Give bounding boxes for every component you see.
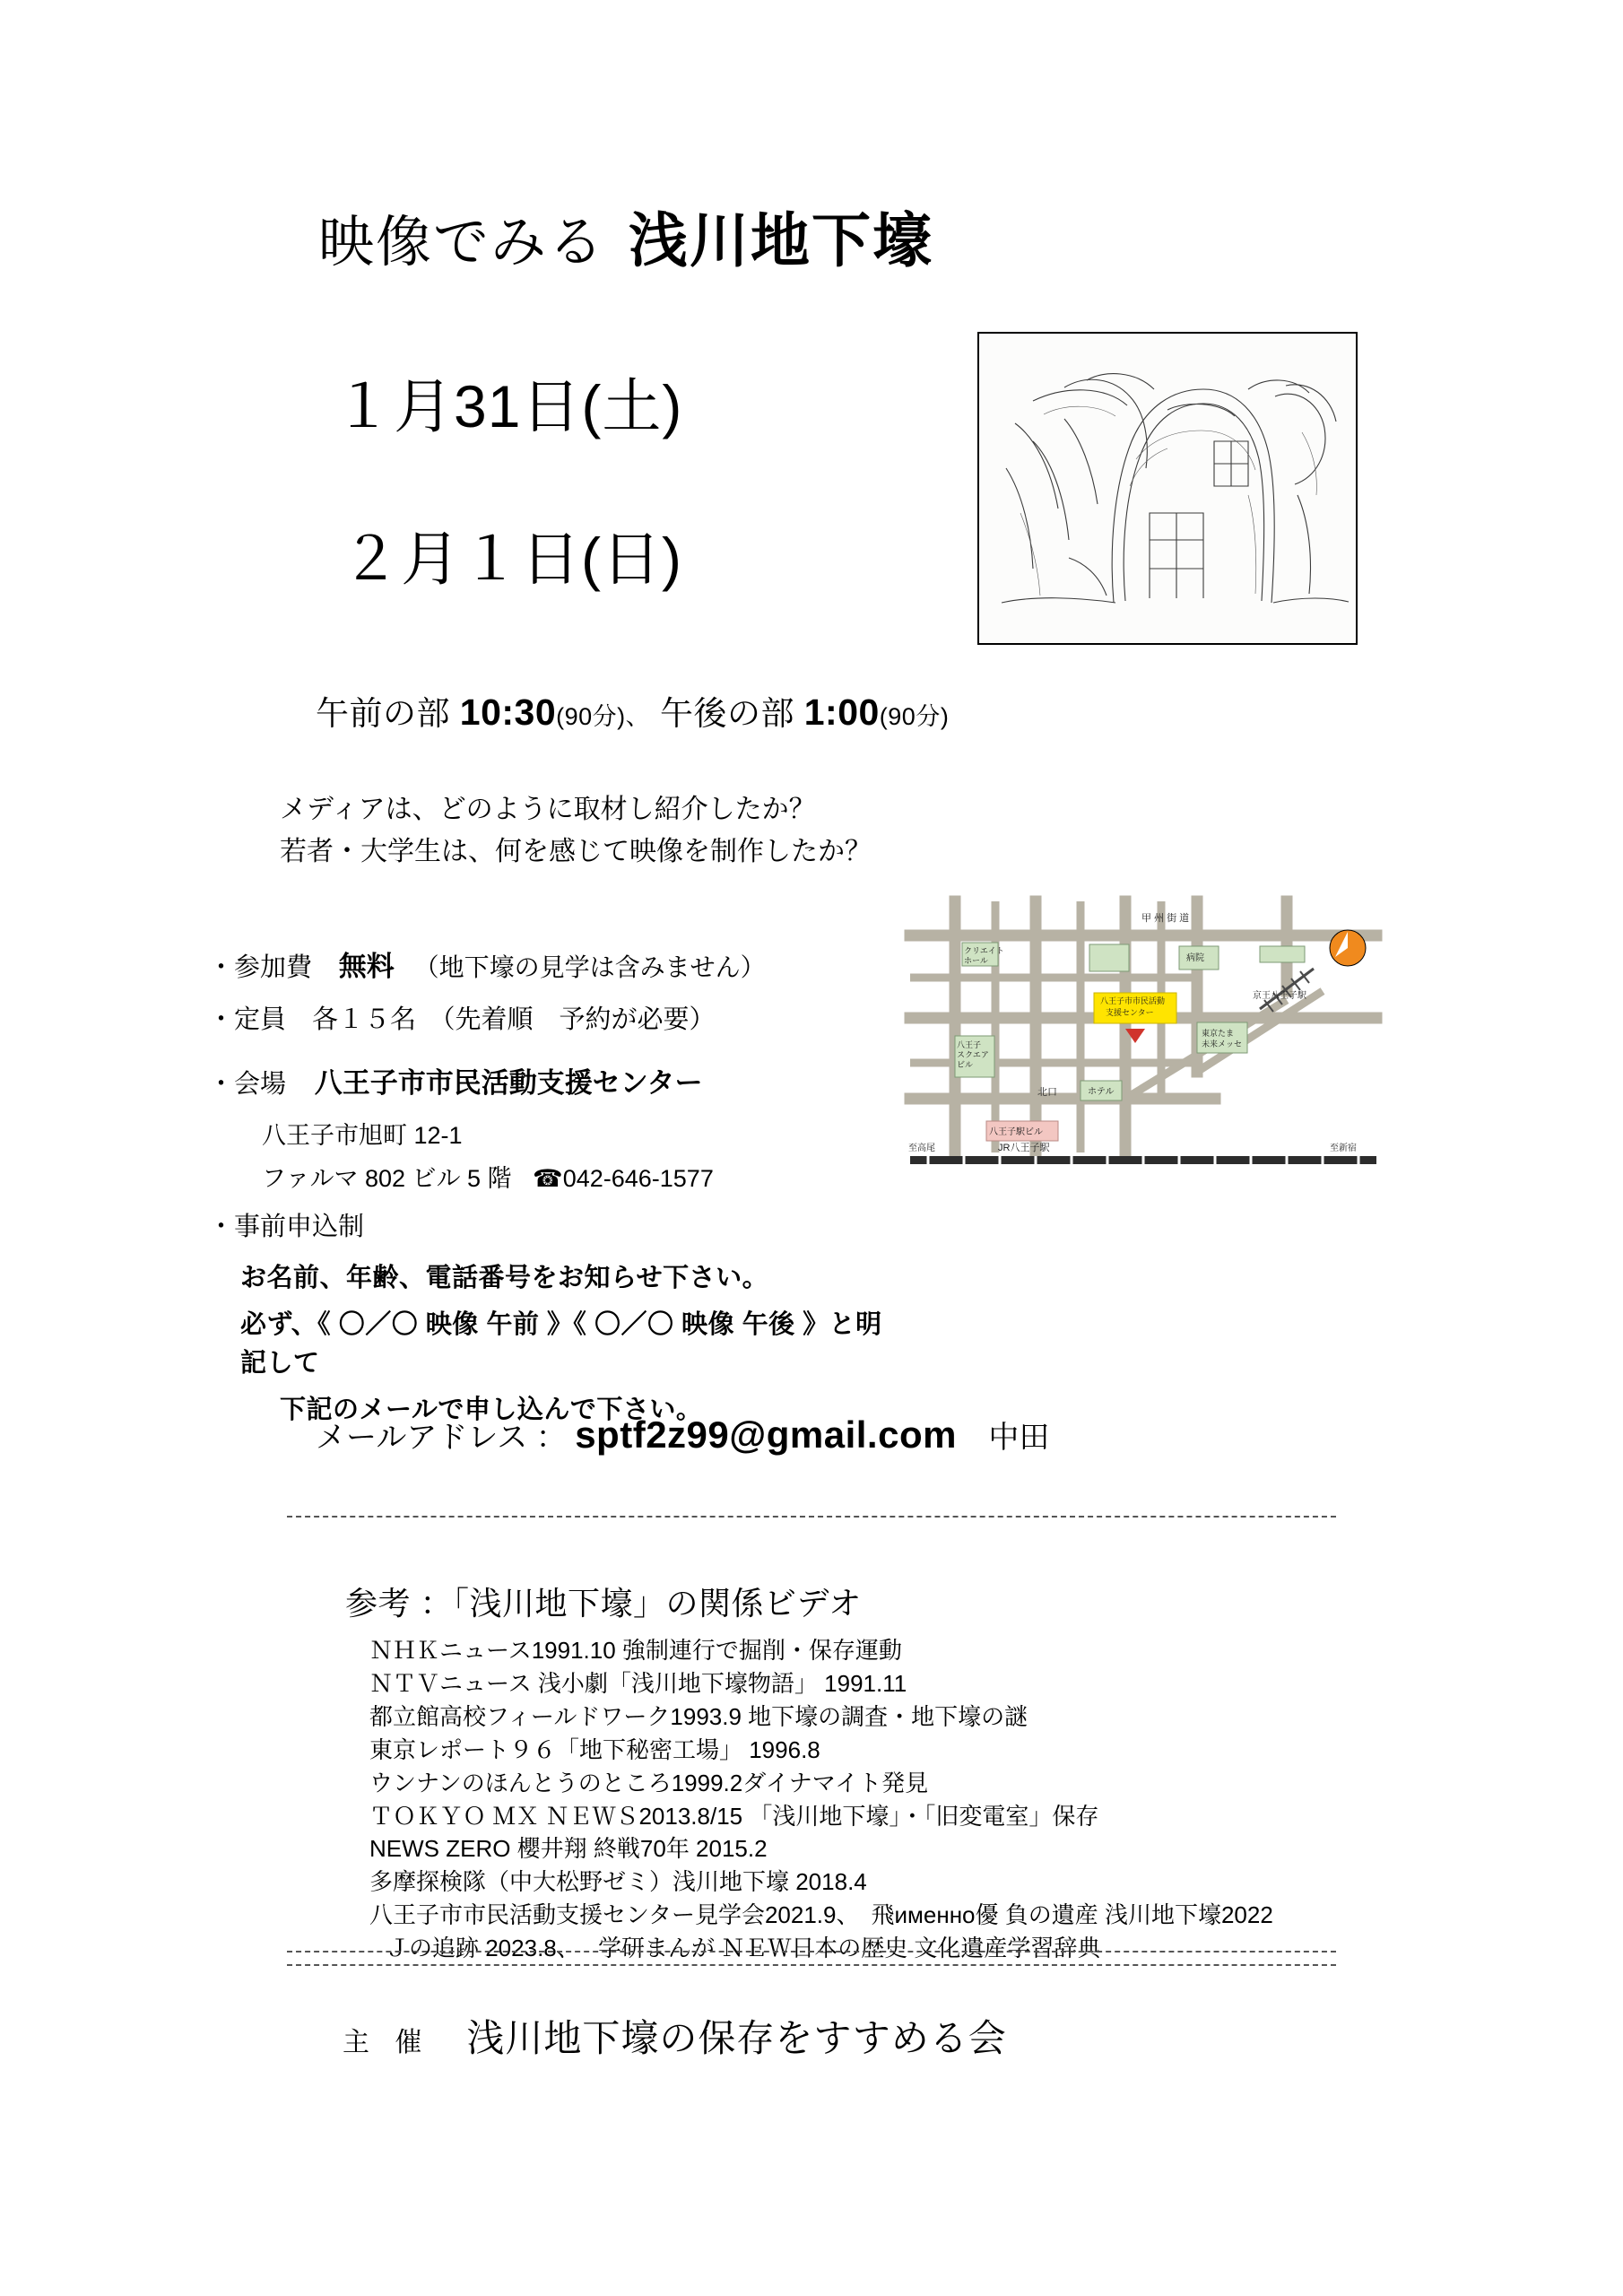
list-item: NEWS ZERO 櫻井翔 終戦70年 2015.2 [369,1835,768,1863]
organizer-name: 浅川地下壕の保存をすすめる会 [466,2017,1007,2059]
svg-text:クリエイト: クリエイト [964,946,1004,955]
list-item: ウンナンのほんとうのところ1999.2ダイナマイト発見 [369,1769,929,1796]
list-item: ＴＯＫＹＯ ＭＸ ＮＥＷＳ2013.8/15 「浅川地下壕」・「旧変電室」保存 [369,1802,1099,1830]
svg-text:至新宿: 至新宿 [1330,1144,1357,1153]
morning-label: 午前の部 [316,695,450,732]
list-item: 八王子市市民活動支援センター見学会2021.9、 飛именно優 負の遺産 浅川地下壕2022 [369,1901,1273,1929]
event-date-2: ２月１日(日) [341,526,682,592]
svg-text:八王子駅ビル: 八王子駅ビル [989,1127,1043,1137]
svg-text:未来メッセ: 未来メッセ [1202,1039,1243,1048]
apply-label: ・事前申込制 [208,1212,365,1241]
list-item: Ｊの追跡 2023.8、 学研まんが ＮＥＷ日本の歴史 文化遺産学習辞典 [386,1935,1101,1962]
email-line [316,1413,1049,1457]
venue-address-2 [262,1161,890,1197]
apply-row [208,1208,890,1248]
event-details [208,946,890,1430]
venue-address-2-text: ファルマ 802 ビル 5 階 [262,1165,512,1192]
list-item: 東京レポート９６「地下秘密工場」 1996.8 [369,1735,820,1763]
list-item: 多摩探検隊（中大松野ゼミ）浅川地下壕 2018.4 [369,1868,867,1896]
svg-text:スクエア: スクエア [957,1050,989,1059]
venue-phone: 042-646-1577 [562,1165,714,1192]
session-times [316,686,949,735]
apply-note-2: 必ず、《 〇／〇 映像 午前 》《 〇／〇 映像 午後 》と明記して [240,1309,882,1378]
email-label: メールアドレス ： [316,1421,567,1455]
svg-text:八王子市市民活動: 八王子市市民活動 [1100,996,1166,1005]
venue-name: 八王子市市民活動支援センター [314,1067,703,1099]
fee-row [208,946,890,988]
reference-list [369,1634,1273,1965]
svg-text:東京たま: 東京たま [1202,1029,1235,1038]
tunnel-sketch-image [977,332,1358,645]
svg-text:八王子: 八王子 [957,1040,982,1049]
fee-value: 無料 [338,951,395,982]
page-title [318,193,933,278]
fee-label: ・参加費 [208,953,313,982]
apply-note-1: お名前、年齢、電話番号をお知らせ下さい。 [240,1264,769,1292]
list-item: ＮＴＶニュース 浅小劇「浅川地下壕物語」 1991.11 [369,1669,907,1697]
venue-label: ・会場 [208,1070,287,1099]
svg-text:ホテル: ホテル [1088,1087,1115,1097]
morning-time: 10:30 [459,691,557,733]
question-line-2: 若者・大学生は、何を感じて映像を制作したか？ [280,836,872,866]
organizer-row [343,2009,1007,2063]
intro-questions [280,789,872,873]
telephone-icon: ☎ [533,1165,563,1192]
email-contact-name: 中田 [988,1421,1050,1455]
afternoon-time: 1:00 [803,691,880,733]
capacity-row [208,1001,890,1040]
reference-title: 参考 ：「浅川地下壕」の関係ビデオ [345,1585,862,1622]
svg-text:至高尾: 至高尾 [908,1144,935,1153]
access-map [901,892,1385,1233]
divider-bottom-1 [287,1951,1336,1952]
svg-text:ホール: ホール [964,956,988,965]
title-prefix: 映像でみる [318,212,606,274]
svg-text:病院: 病院 [1186,953,1204,963]
event-date-1: １月31日(土) [334,373,683,439]
divider-bottom-2 [287,1964,1336,1966]
svg-text:ビル: ビル [957,1060,974,1069]
list-item: ＮＨＫニュース1991.10 強制連行で掘削・保存運動 [369,1637,902,1664]
divider-top [287,1516,1336,1518]
venue-address: 八王子市旭町 12-1 [262,1121,463,1149]
afternoon-duration: (90分) [879,703,950,730]
email-address[interactable]: sptf2z99@gmail.com [575,1413,957,1456]
fee-note: （地下壕の見学は含みません） [413,953,766,981]
morning-duration: (90分)、 [556,703,651,730]
apply-note-3: 下記のメールで申し込んで下さい。 [280,1395,703,1424]
svg-text:京王八王子駅: 京王八王子駅 [1253,991,1306,1001]
list-item: 都立館高校フィールドワーク1993.9 地下壕の調査・地下壕の謎 [369,1702,1028,1730]
svg-text:北口: 北口 [1037,1087,1057,1098]
title-main: 浅川地下壕 [629,207,934,274]
capacity-text: ・定員 各１５名 （先着順 予約が必要） [208,1004,716,1034]
svg-text:甲 州 街 道: 甲 州 街 道 [1141,913,1190,924]
svg-text:JR八王子駅: JR八王子駅 [998,1143,1050,1153]
question-line-1: メディアは、どのように取材し紹介したか？ [280,795,816,824]
organizer-label: 主 催 [343,2028,431,2057]
afternoon-label: 午後の部 [659,695,794,732]
venue-row [208,1063,890,1105]
svg-text:支援センター: 支援センター [1106,1008,1154,1017]
